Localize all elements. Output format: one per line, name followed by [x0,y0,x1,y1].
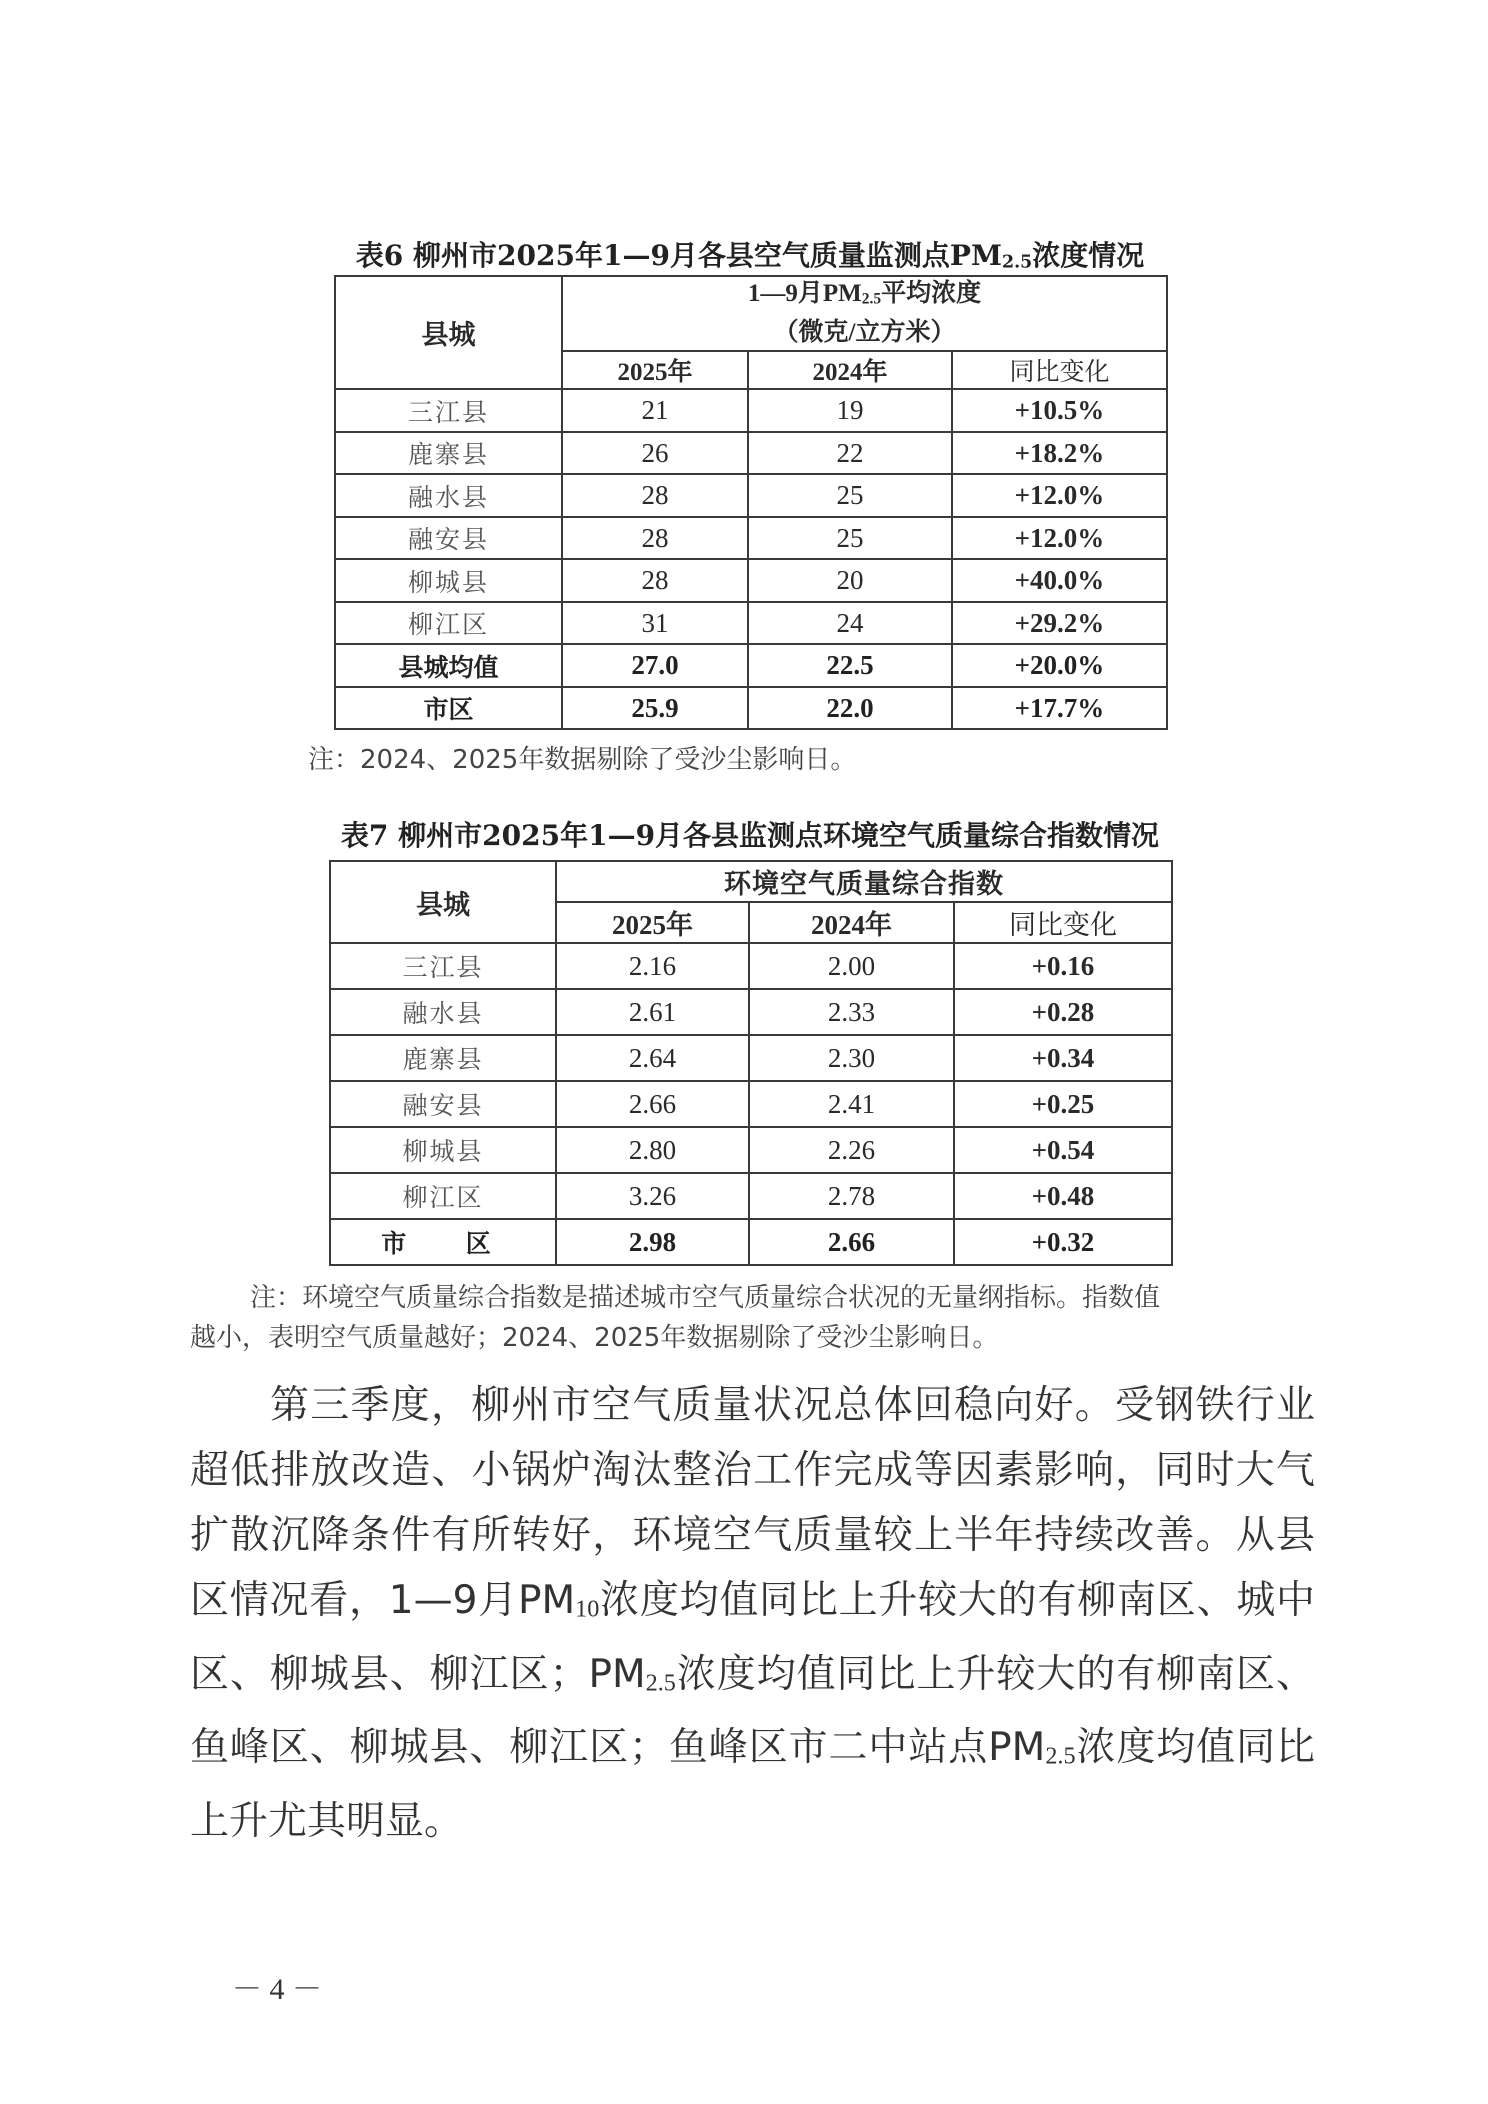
table7-header-change: 同比变化 [954,902,1172,943]
table6-value-2024-cell: 22.0 [748,687,952,730]
table6-header-group-suffix: 平均浓度 [881,280,982,307]
table6-value-2025-cell: 21 [562,389,748,432]
table7-row [330,1127,1172,1173]
table6-value-2025-cell: 31 [562,602,748,645]
table7-value-2025-cell: 2.80 [556,1127,749,1173]
table7-row [330,1173,1172,1219]
table6-change-cell: +40.0% [952,559,1167,602]
table6-caption-subscript: 2.5 [1001,252,1033,273]
table6-value-2025-cell: 28 [562,517,748,560]
table6-value-2025-cell: 25.9 [562,687,748,730]
table6-value-2025-cell: 27.0 [562,644,748,687]
table6-header-group-line1 [563,277,1166,316]
table7 [329,860,1173,1266]
table6-row [335,389,1167,432]
paragraph-subscript-pm25-a: 2.5 [645,1669,676,1697]
table6-value-2024-cell: 19 [748,389,952,432]
table6-value-2024-cell: 20 [748,559,952,602]
table6-header-group-text: 1—9月PM [747,280,862,307]
table6-county-cell: 柳江区 [335,602,562,645]
table6-county-cell: 市区 [335,687,562,730]
paragraph-part3: 浓度均值同比上升较大的有柳南区、鱼峰区、柳城县、柳江区；鱼峰区市二中站点PM [190,1651,1315,1771]
table6-row [335,432,1167,475]
table6-header-change: 同比变化 [952,351,1167,389]
table7-header-2024: 2024年 [749,902,954,943]
table6-value-2024-cell: 22.5 [748,644,952,687]
table7-value-2024-cell: 2.00 [749,943,954,989]
table6-county-cell: 县城均值 [335,644,562,687]
table7-county-cell: 市 区 [330,1219,556,1265]
paragraph-part2: 浓度均值同比上升较大的有柳南区、城中区、柳城县、柳江区；PM [190,1578,1315,1697]
paragraph-subscript-pm25-b: 2.5 [1045,1742,1076,1770]
table7-county-cell: 柳城县 [330,1127,556,1173]
table7-header-group: 环境空气质量综合指数 [556,861,1172,902]
table7-change-cell: +0.32 [954,1219,1172,1265]
table6-county-cell: 融水县 [335,474,562,517]
table7-county-cell: 融水县 [330,989,556,1035]
table7-value-2024-cell: 2.66 [749,1219,954,1265]
table6-row [335,559,1167,602]
table6-value-2024-cell: 25 [748,517,952,560]
table6-county-cell: 三江县 [335,389,562,432]
table7-value-2025-cell: 2.64 [556,1035,749,1081]
table7-value-2024-cell: 2.33 [749,989,954,1035]
paragraph-part4: 浓度均值同比上升尤其明显。 [190,1725,1315,1844]
page-number: － 4 － [232,1973,322,2006]
table6-caption [330,234,1170,274]
table6-header-2025: 2025年 [562,351,748,389]
table7-row [330,1219,1172,1265]
table7-change-cell: +0.25 [954,1081,1172,1127]
paragraph-part1: 第三季度，柳州市空气质量状况总体回稳向好。受钢铁行业超低排放改造、小锅炉淘汰整治工作完成等因素影响，同时大气扩散沉降条件有所转好，环境空气质量较上半年持续改善。从县区情况看，1—9月PM [190,1383,1315,1623]
table6-county-cell: 柳城县 [335,559,562,602]
table7-county-cell: 三江县 [330,943,556,989]
table7-value-2025-cell: 2.16 [556,943,749,989]
table7-county-cell: 融安县 [330,1081,556,1127]
table6-row [335,517,1167,560]
table6-header-group-subscript: 2.5 [861,290,882,308]
table7-value-2025-cell: 3.26 [556,1173,749,1219]
table6-value-2025-cell: 28 [562,474,748,517]
table6-header-county: 县城 [335,276,562,389]
table6-county-cell: 融安县 [335,517,562,560]
table7-change-cell: +0.48 [954,1173,1172,1219]
table6-change-cell: +18.2% [952,432,1167,475]
table7-caption: 表7 柳州市2025年1—9月各县监测点环境空气质量综合指数情况 [340,819,1160,852]
table7-county-cell: 柳江区 [330,1173,556,1219]
table6-caption-suffix: 浓度情况 [1032,239,1145,272]
table7-note-line1: 注：环境空气质量综合指数是描述城市空气质量综合状况的无量纲指标。指数值 [250,1283,1161,1313]
table7-note [190,1278,1315,1358]
table6-value-2024-cell: 25 [748,474,952,517]
table6-change-cell: +10.5% [952,389,1167,432]
table7-note-line2: 越小，表明空气质量越好；2024、2025年数据剔除了受沙尘影响日。 [190,1323,999,1353]
table7-change-cell: +0.16 [954,943,1172,989]
table6-value-2025-cell: 28 [562,559,748,602]
table7-value-2025-cell: 2.98 [556,1219,749,1265]
table6-change-cell: +20.0% [952,644,1167,687]
table6-header-2024: 2024年 [748,351,952,389]
table6-value-2024-cell: 24 [748,602,952,645]
table7-header-county: 县城 [330,861,556,943]
table7-value-2025-cell: 2.66 [556,1081,749,1127]
table6-change-cell: +29.2% [952,602,1167,645]
table6-county-cell: 鹿寨县 [335,432,562,475]
table7-row [330,943,1172,989]
table7-value-2024-cell: 2.41 [749,1081,954,1127]
table6-change-cell: +12.0% [952,517,1167,560]
table7-header-row [330,861,1172,902]
table6 [334,275,1168,730]
table7-value-2024-cell: 2.78 [749,1173,954,1219]
table7-change-cell: +0.54 [954,1127,1172,1173]
table6-caption-prefix: 表6 柳州市2025年1—9月各县空气质量监测点PM [355,239,1002,272]
table7-value-2025-cell: 2.61 [556,989,749,1035]
table6-row [335,687,1167,730]
table6-header-group [562,276,1167,351]
table7-change-cell: +0.28 [954,989,1172,1035]
table6-row [335,602,1167,645]
table6-value-2024-cell: 22 [748,432,952,475]
table7-value-2024-cell: 2.30 [749,1035,954,1081]
table6-header-group-line2: （微克/立方米） [773,319,956,347]
table6-header-row [335,276,1167,351]
body-paragraph [190,1373,1315,1854]
table6-value-2025-cell: 26 [562,432,748,475]
table6-note: 注：2024、2025年数据剔除了受沙尘影响日。 [308,745,857,775]
table6-row [335,474,1167,517]
table6-change-cell: +17.7% [952,687,1167,730]
table7-row [330,1035,1172,1081]
paragraph-subscript-pm10: 10 [575,1595,600,1623]
table6-row [335,644,1167,687]
table7-value-2024-cell: 2.26 [749,1127,954,1173]
table7-row [330,989,1172,1035]
table7-row [330,1081,1172,1127]
table7-change-cell: +0.34 [954,1035,1172,1081]
table7-county-cell: 鹿寨县 [330,1035,556,1081]
table6-change-cell: +12.0% [952,474,1167,517]
table7-header-2025: 2025年 [556,902,749,943]
